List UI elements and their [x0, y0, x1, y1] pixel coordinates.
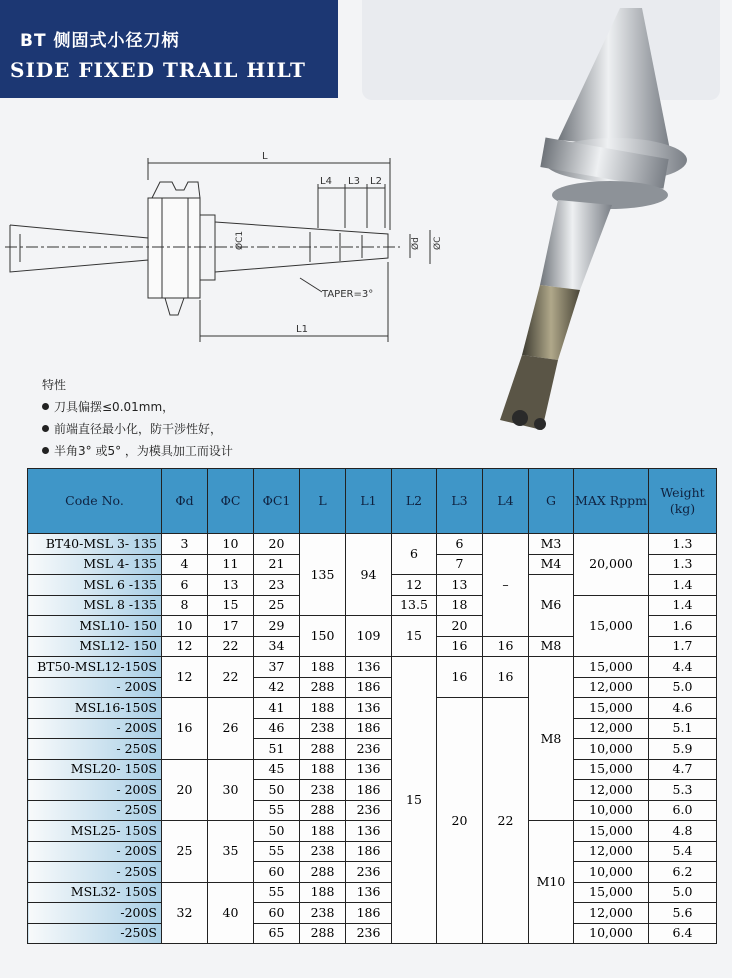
cell-c: 40	[208, 882, 254, 944]
cell-d: 10	[162, 616, 208, 637]
col-code: Code No.	[28, 469, 162, 534]
cell-c: 15	[208, 595, 254, 616]
cell-l3: 13	[437, 575, 483, 596]
cell-weight: 4.7	[649, 759, 717, 780]
cell-rpm: 12,000	[574, 780, 649, 801]
cell-code: -250S	[28, 923, 162, 944]
cell-c: 13	[208, 575, 254, 596]
cell-weight: 4.4	[649, 657, 717, 678]
cell-code: MSL25- 150S	[28, 821, 162, 842]
cell-c1: 42	[254, 677, 300, 698]
cell-weight: 6.0	[649, 800, 717, 821]
cell-c: 22	[208, 636, 254, 657]
bullet-icon	[42, 403, 49, 410]
technical-drawing	[0, 150, 470, 365]
cell-l3: 20	[437, 698, 483, 944]
cell-l: 288	[300, 862, 346, 883]
features-heading: 特性	[42, 378, 67, 392]
cell-rpm: 15,000	[574, 595, 649, 657]
cell-code: BT40-MSL 3- 135	[28, 534, 162, 555]
cell-c1: 25	[254, 595, 300, 616]
cell-rpm: 15,000	[574, 759, 649, 780]
cell-l4: –	[483, 534, 529, 637]
cell-rpm: 12,000	[574, 677, 649, 698]
cell-weight: 6.2	[649, 862, 717, 883]
col-c1: ΦC1	[254, 469, 300, 534]
cell-rpm: 10,000	[574, 800, 649, 821]
cell-l3: 18	[437, 595, 483, 616]
table-row	[28, 780, 717, 801]
col-d: Φd	[162, 469, 208, 534]
cell-weight: 5.6	[649, 903, 717, 924]
cell-l2: 13.5	[392, 595, 437, 616]
cell-weight: 1.7	[649, 636, 717, 657]
cell-weight: 5.9	[649, 739, 717, 760]
cell-d: 16	[162, 698, 208, 760]
cell-l: 238	[300, 780, 346, 801]
cell-c: 26	[208, 698, 254, 760]
cell-l1: 186	[346, 780, 392, 801]
cell-l1: 136	[346, 882, 392, 903]
cell-c: 10	[208, 534, 254, 555]
cell-l2: 12	[392, 575, 437, 596]
cell-d: 12	[162, 636, 208, 657]
cell-c1: 50	[254, 780, 300, 801]
cell-weight: 5.4	[649, 841, 717, 862]
cell-g: M10	[529, 821, 574, 944]
cell-l1: 186	[346, 903, 392, 924]
cell-rpm: 10,000	[574, 923, 649, 944]
cell-d: 20	[162, 759, 208, 821]
cell-l: 288	[300, 800, 346, 821]
cell-l: 288	[300, 923, 346, 944]
cell-l1: 186	[346, 677, 392, 698]
col-l: L	[300, 469, 346, 534]
cell-c1: 60	[254, 903, 300, 924]
cell-l2: 15	[392, 616, 437, 657]
title-chinese: BT 侧固式小径刀柄	[20, 31, 180, 51]
table-row	[28, 800, 717, 821]
cell-code: - 200S	[28, 677, 162, 698]
table-row	[28, 759, 717, 780]
cell-l1: 186	[346, 718, 392, 739]
cell-g: M3	[529, 534, 574, 555]
cell-weight: 4.6	[649, 698, 717, 719]
cell-code: - 200S	[28, 841, 162, 862]
cell-d: 6	[162, 575, 208, 596]
cell-weight: 1.6	[649, 616, 717, 637]
cell-l1: 236	[346, 923, 392, 944]
cell-rpm: 20,000	[574, 534, 649, 596]
cell-rpm: 15,000	[574, 698, 649, 719]
cell-l: 288	[300, 739, 346, 760]
specification-table	[27, 468, 717, 944]
table-row	[28, 923, 717, 944]
cell-c1: 45	[254, 759, 300, 780]
cell-code: BT50-MSL12-150S	[28, 657, 162, 678]
cell-l1: 136	[346, 698, 392, 719]
cell-code: MSL 8 -135	[28, 595, 162, 616]
cell-g: M6	[529, 575, 574, 637]
cell-weight: 5.0	[649, 882, 717, 903]
col-l3: L3	[437, 469, 483, 534]
cell-l1: 236	[346, 862, 392, 883]
table-header-row	[28, 469, 717, 534]
feature-item: 前端直径最小化，防干涉性好，	[42, 420, 233, 437]
cell-rpm: 15,000	[574, 821, 649, 842]
cell-l: 135	[300, 534, 346, 616]
feature-item: 刀具偏摆≤0.01mm，	[42, 398, 233, 415]
cell-c: 35	[208, 821, 254, 883]
bullet-icon	[42, 425, 49, 432]
cell-rpm: 12,000	[574, 903, 649, 924]
cell-c1: 55	[254, 841, 300, 862]
cell-c1: 55	[254, 882, 300, 903]
col-rpm: MAX Rppm	[574, 469, 649, 534]
cell-l: 188	[300, 698, 346, 719]
table-row	[28, 698, 717, 719]
cell-weight: 5.3	[649, 780, 717, 801]
cell-l: 238	[300, 841, 346, 862]
cell-d: 8	[162, 595, 208, 616]
taper-note: TAPER=3°	[322, 289, 374, 300]
cell-code: MSL20- 150S	[28, 759, 162, 780]
table-row	[28, 677, 717, 698]
table-row	[28, 862, 717, 883]
cell-l4: 16	[483, 636, 529, 657]
cell-l1: 94	[346, 534, 392, 616]
cell-weight: 1.4	[649, 575, 717, 596]
cell-c1: 21	[254, 554, 300, 575]
dim-label-L3: L3	[348, 176, 360, 187]
cell-code: - 250S	[28, 862, 162, 883]
cell-c: 30	[208, 759, 254, 821]
cell-l: 288	[300, 677, 346, 698]
cell-l4: 16	[483, 657, 529, 698]
cell-c1: 29	[254, 616, 300, 637]
cell-c1: 41	[254, 698, 300, 719]
cell-c1: 23	[254, 575, 300, 596]
cell-code: - 200S	[28, 718, 162, 739]
cell-d: 12	[162, 657, 208, 698]
table-row	[28, 739, 717, 760]
cell-l3: 20	[437, 616, 483, 637]
table-row	[28, 657, 717, 678]
cell-c1: 65	[254, 923, 300, 944]
cell-l1: 236	[346, 800, 392, 821]
cell-code: - 200S	[28, 780, 162, 801]
cell-code: MSL10- 150	[28, 616, 162, 637]
tool-holder-photo	[470, 0, 732, 470]
cell-rpm: 15,000	[574, 882, 649, 903]
cell-l1: 136	[346, 657, 392, 678]
dim-label-L1: L1	[296, 324, 308, 335]
cell-g: M8	[529, 657, 574, 821]
cell-weight: 1.3	[649, 534, 717, 555]
col-l4: L4	[483, 469, 529, 534]
cell-l3: 16	[437, 636, 483, 657]
cell-weight: 6.4	[649, 923, 717, 944]
cell-g: M4	[529, 554, 574, 575]
cell-l: 188	[300, 882, 346, 903]
cell-code: MSL12- 150	[28, 636, 162, 657]
cell-c1: 34	[254, 636, 300, 657]
dim-label-L4: L4	[320, 176, 332, 187]
cell-c1: 51	[254, 739, 300, 760]
table-row	[28, 841, 717, 862]
feature-item: 半角3° 或5° ，为模具加工而设计	[42, 442, 233, 459]
table-row	[28, 534, 717, 555]
cell-l3: 16	[437, 657, 483, 698]
cell-l1: 136	[346, 821, 392, 842]
cell-c1: 50	[254, 821, 300, 842]
dim-label-L: L	[262, 151, 268, 162]
cell-rpm: 10,000	[574, 739, 649, 760]
cell-rpm: 10,000	[574, 862, 649, 883]
dim-label-d: Ød	[411, 237, 421, 250]
cell-rpm: 12,000	[574, 841, 649, 862]
cell-c1: 46	[254, 718, 300, 739]
title-english: SIDE FIXED TRAIL HILT	[10, 58, 306, 82]
cell-l1: 136	[346, 759, 392, 780]
cell-l1: 109	[346, 616, 392, 657]
cell-l2: 15	[392, 657, 437, 944]
dim-label-C: ØC	[433, 236, 443, 250]
cell-l2: 6	[392, 534, 437, 575]
cell-code: -200S	[28, 903, 162, 924]
cell-l: 188	[300, 821, 346, 842]
cell-l1: 236	[346, 739, 392, 760]
cell-d: 32	[162, 882, 208, 944]
table-row	[28, 882, 717, 903]
cell-d: 4	[162, 554, 208, 575]
cell-code: - 250S	[28, 739, 162, 760]
cell-c1: 60	[254, 862, 300, 883]
col-c: ΦC	[208, 469, 254, 534]
features-list	[42, 376, 233, 464]
cell-l: 238	[300, 718, 346, 739]
cell-c: 22	[208, 657, 254, 698]
cell-c: 17	[208, 616, 254, 637]
title-banner	[0, 0, 338, 98]
cell-weight: 1.4	[649, 595, 717, 616]
cell-code: MSL32- 150S	[28, 882, 162, 903]
table-row	[28, 903, 717, 924]
cell-l: 188	[300, 759, 346, 780]
cell-d: 3	[162, 534, 208, 555]
cell-g: M8	[529, 636, 574, 657]
table-row	[28, 821, 717, 842]
cell-c1: 20	[254, 534, 300, 555]
cell-weight: 5.1	[649, 718, 717, 739]
cell-l1: 186	[346, 841, 392, 862]
cell-l: 188	[300, 657, 346, 678]
cell-l3: 7	[437, 554, 483, 575]
cell-rpm: 15,000	[574, 657, 649, 678]
dim-label-C1: ØC1	[235, 230, 245, 250]
col-weight: Weight (kg)	[649, 469, 717, 534]
dim-label-L2: L2	[370, 176, 382, 187]
cell-l4: 22	[483, 698, 529, 944]
cell-weight: 5.0	[649, 677, 717, 698]
cell-code: MSL 4- 135	[28, 554, 162, 575]
col-l1: L1	[346, 469, 392, 534]
col-g: G	[529, 469, 574, 534]
cell-code: MSL 6 -135	[28, 575, 162, 596]
cell-rpm: 12,000	[574, 718, 649, 739]
col-l2: L2	[392, 469, 437, 534]
cell-c1: 37	[254, 657, 300, 678]
cell-c1: 55	[254, 800, 300, 821]
cell-l: 238	[300, 903, 346, 924]
cell-d: 25	[162, 821, 208, 883]
table-row	[28, 718, 717, 739]
cell-weight: 1.3	[649, 554, 717, 575]
cell-code: - 250S	[28, 800, 162, 821]
cell-l: 150	[300, 616, 346, 657]
cell-l3: 6	[437, 534, 483, 555]
cell-code: MSL16-150S	[28, 698, 162, 719]
cell-weight: 4.8	[649, 821, 717, 842]
bullet-icon	[42, 447, 49, 454]
cell-c: 11	[208, 554, 254, 575]
